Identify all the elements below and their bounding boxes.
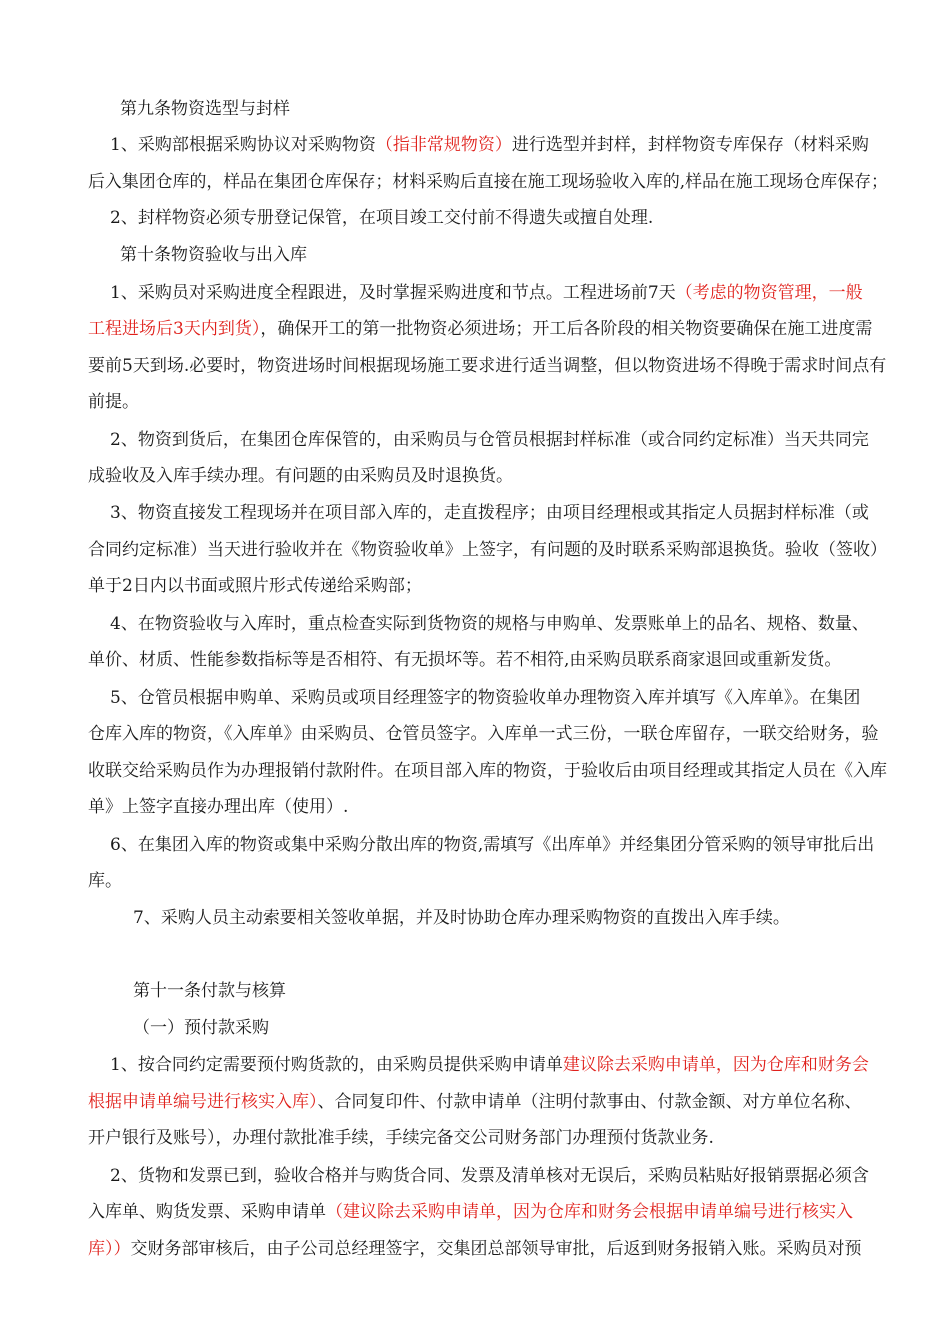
annotation-red: 工程进场后3天内到货） <box>88 319 261 339</box>
annotation-red: 库）） <box>88 1239 131 1259</box>
article-11-item-1: 1、按合同约定需要预付购货款的，由采购员提供采购申请单建议除去采购申请单，因为仓库和财务会 <box>110 1055 869 1075</box>
article-11-subheading: （一）预付款采购 <box>133 1018 269 1038</box>
article-9-item-1: 1、采购部根据采购协议对采购物资（指非常规物资）进行选型并封样，封样物资专库保存（材料采购 <box>110 135 869 155</box>
article-11-item-1-cont: 开户银行及账号），办理付款批准手续，手续完备交公司财务部门办理预付货款业务. <box>88 1128 714 1148</box>
article-10-item-1: 1、采购员对采购进度全程跟进，及时掌握采购进度和节点。工程进场前7天（考虑的物资管理，一般 <box>110 283 863 303</box>
article-10-item-5-cont: 单》上签字直接办理出库（使用）. <box>88 797 349 817</box>
article-11-item-1-cont: 根据申请单编号进行核实入库）、合同复印件、付款申请单（注明付款事由、付款金额、对方单位名称、 <box>88 1092 862 1112</box>
article-9-item-2: 2、封样物资必须专册登记保管，在项目竣工交付前不得遗失或擅自处理. <box>110 208 654 228</box>
article-11-item-2-cont: 入库单、购货发票、采购申请单（建议除去采购申请单，因为仓库和财务会根据申请单编号进行核实入 <box>88 1202 853 1222</box>
article-10-item-3-cont: 合同约定标准）当天进行验收并在《物资验收单》上签字，有问题的及时联系采购部退换货。验收（签收） <box>88 540 887 560</box>
article-9-heading: 第九条物资选型与封样 <box>120 99 290 119</box>
annotation-red: （指非常规物资） <box>375 135 512 155</box>
article-10-heading: 第十条物资验收与出入库 <box>120 245 307 265</box>
article-10-item-3-cont: 单于2日内以书面或照片形式传递给采购部； <box>88 576 422 596</box>
article-9-item-1-cont: 后入集团仓库的，样品在集团仓库保存；材料采购后直接在施工现场验收入库的,样品在施工现场仓库保存； <box>88 171 888 191</box>
article-10-item-4: 4、在物资验收与入库时，重点检查实际到货物资的规格与申购单、发票账单上的品名、规格、数量、 <box>110 614 869 634</box>
article-10-item-1-cont: 工程进场后3天内到货），确保开工的第一批物资必须进场；开工后各阶段的相关物资要确保在施工进度需 <box>88 319 873 339</box>
annotation-red: 建议除去采购申请单，因为仓库和财务会 <box>562 1055 869 1075</box>
article-10-item-5: 5、仓管员根据申购单、采购员或项目经理签字的物资验收单办理物资入库并填写《入库单》。在集团 <box>110 688 861 708</box>
article-10-item-6-cont: 库。 <box>88 871 122 891</box>
article-11-item-2-cont: 库））交财务部审核后，由子公司总经理签字，交集团总部领导审批，后返到财务报销入账。采购员对预 <box>88 1239 862 1259</box>
article-11-heading: 第十一条付款与核算 <box>133 981 286 1001</box>
annotation-red: 根据申请单编号进行核实入库） <box>88 1092 318 1112</box>
article-10-item-2: 2、物资到货后，在集团仓库保管的，由采购员与仓管员根据封样标准（或合同约定标准）当天共同完 <box>110 430 869 450</box>
annotation-red: （考虑的物资管理，一般 <box>675 283 863 303</box>
article-10-item-2-cont: 成验收及入库手续办理。有问题的由采购员及时退换货。 <box>88 466 513 486</box>
article-10-item-3: 3、物资直接发工程现场并在项目部入库的，走直拨程序；由项目经理根或其指定人员据封样标准（或 <box>110 503 869 523</box>
article-11-item-2: 2、货物和发票已到，验收合格并与购货合同、发票及清单核对无误后，采购员粘贴好报销票据必须含 <box>110 1166 869 1186</box>
article-10-item-1-cont: 前提。 <box>88 392 139 412</box>
article-10-item-5-cont: 收联交给采购员作为办理报销付款附件。在项目部入库的物资，于验收后由项目经理或其指定人员在《入库 <box>88 761 887 781</box>
article-10-item-6: 6、在集团入库的物资或集中采购分散出库的物资,需填写《出库单》并经集团分管采购的领导审批后出 <box>110 835 875 855</box>
article-10-item-1-cont: 要前5天到场.必要时，物资进场时间根据现场施工要求进行适当调整，但以物资进场不得晚于需求时间点有 <box>88 356 887 376</box>
article-10-item-7: 7、采购人员主动索要相关签收单据，并及时协助仓库办理采购物资的直拨出入库手续。 <box>133 908 790 928</box>
annotation-red: （建议除去采购申请单，因为仓库和财务会根据申请单编号进行核实入 <box>326 1202 853 1222</box>
article-10-item-4-cont: 单价、材质、性能参数指标等是否相符、有无损坏等。若不相符,由采购员联系商家退回或重新发货。 <box>88 650 842 670</box>
article-10-item-5-cont: 仓库入库的物资，《入库单》由采购员、仓管员签字。入库单一式三份，一联仓库留存，一联交给财务，验 <box>88 724 879 744</box>
